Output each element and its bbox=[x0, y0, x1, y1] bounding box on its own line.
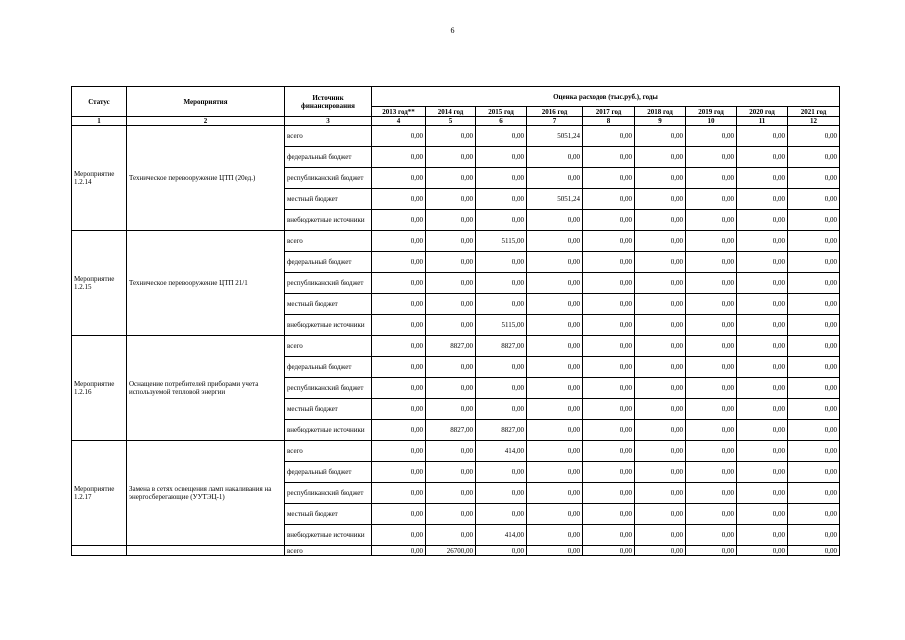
amount-cell: 0,00 bbox=[476, 273, 527, 294]
amount-cell: 0,00 bbox=[583, 504, 635, 525]
amount-cell: 0,00 bbox=[372, 210, 426, 231]
amount-cell: 0,00 bbox=[737, 231, 788, 252]
funding-source: местный бюджет bbox=[285, 399, 372, 420]
amount-cell: 0,00 bbox=[583, 189, 635, 210]
amount-cell: 0,00 bbox=[788, 420, 840, 441]
funding-source: республиканский бюджет bbox=[285, 273, 372, 294]
amount-cell: 0,00 bbox=[372, 441, 426, 462]
amount-cell: 0,00 bbox=[635, 168, 686, 189]
funding-source: местный бюджет bbox=[285, 504, 372, 525]
amount-cell: 0,00 bbox=[583, 294, 635, 315]
amount-cell: 0,00 bbox=[372, 357, 426, 378]
amount-cell: 0,00 bbox=[635, 441, 686, 462]
funding-source: местный бюджет bbox=[285, 189, 372, 210]
amount-cell: 0,00 bbox=[635, 420, 686, 441]
funding-source: всего bbox=[285, 441, 372, 462]
amount-cell: 0,00 bbox=[788, 399, 840, 420]
amount-cell: 0,00 bbox=[686, 147, 737, 168]
funding-source: всего bbox=[285, 546, 372, 556]
amount-cell: 0,00 bbox=[426, 462, 476, 483]
header-year: 2014 год bbox=[426, 107, 476, 117]
amount-cell: 5115,00 bbox=[476, 315, 527, 336]
amount-cell: 0,00 bbox=[476, 546, 527, 556]
amount-cell: 0,00 bbox=[737, 525, 788, 546]
amount-cell: 0,00 bbox=[476, 168, 527, 189]
page-number: 6 bbox=[450, 26, 455, 35]
amount-cell: 0,00 bbox=[426, 504, 476, 525]
amount-cell: 0,00 bbox=[737, 483, 788, 504]
amount-cell: 0,00 bbox=[635, 147, 686, 168]
amount-cell: 5115,00 bbox=[476, 231, 527, 252]
amount-cell: 0,00 bbox=[635, 315, 686, 336]
amount-cell: 0,00 bbox=[527, 147, 583, 168]
amount-cell: 0,00 bbox=[583, 273, 635, 294]
amount-cell: 0,00 bbox=[426, 168, 476, 189]
table-body bbox=[72, 126, 840, 556]
amount-cell: 0,00 bbox=[788, 462, 840, 483]
amount-cell: 0,00 bbox=[527, 315, 583, 336]
header-year: 2013 год** bbox=[372, 107, 426, 117]
amount-cell: 0,00 bbox=[527, 336, 583, 357]
column-number: 8 bbox=[583, 117, 635, 126]
table-row bbox=[72, 546, 840, 556]
funding-source: республиканский бюджет bbox=[285, 483, 372, 504]
amount-cell: 0,00 bbox=[635, 504, 686, 525]
funding-source: федеральный бюджет bbox=[285, 462, 372, 483]
amount-cell: 0,00 bbox=[635, 546, 686, 556]
amount-cell: 0,00 bbox=[372, 252, 426, 273]
header-year: 2016 год bbox=[527, 107, 583, 117]
header-year: 2020 год bbox=[737, 107, 788, 117]
funding-source: внебюджетные источники bbox=[285, 315, 372, 336]
amount-cell: 0,00 bbox=[788, 252, 840, 273]
measure-name bbox=[127, 546, 285, 556]
amount-cell: 0,00 bbox=[426, 357, 476, 378]
amount-cell: 8827,00 bbox=[476, 336, 527, 357]
amount-cell: 0,00 bbox=[527, 462, 583, 483]
amount-cell: 0,00 bbox=[737, 357, 788, 378]
amount-cell: 0,00 bbox=[476, 357, 527, 378]
amount-cell: 0,00 bbox=[372, 546, 426, 556]
amount-cell: 0,00 bbox=[788, 525, 840, 546]
funding-source: внебюджетные источники bbox=[285, 210, 372, 231]
column-number: 4 bbox=[372, 117, 426, 126]
amount-cell: 0,00 bbox=[372, 168, 426, 189]
amount-cell: 0,00 bbox=[583, 357, 635, 378]
amount-cell: 0,00 bbox=[737, 462, 788, 483]
amount-cell: 0,00 bbox=[527, 441, 583, 462]
measure-status: Мероприятие 1.2.15 bbox=[72, 231, 127, 336]
amount-cell: 0,00 bbox=[788, 126, 840, 147]
amount-cell: 0,00 bbox=[476, 399, 527, 420]
amount-cell: 0,00 bbox=[788, 231, 840, 252]
amount-cell: 0,00 bbox=[476, 294, 527, 315]
amount-cell: 0,00 bbox=[372, 294, 426, 315]
amount-cell: 0,00 bbox=[372, 126, 426, 147]
budget-table bbox=[71, 86, 840, 556]
amount-cell: 0,00 bbox=[788, 147, 840, 168]
amount-cell: 0,00 bbox=[426, 126, 476, 147]
amount-cell: 0,00 bbox=[372, 147, 426, 168]
amount-cell: 0,00 bbox=[372, 504, 426, 525]
header-year: 2019 год bbox=[686, 107, 737, 117]
amount-cell: 0,00 bbox=[372, 483, 426, 504]
amount-cell: 0,00 bbox=[737, 294, 788, 315]
header-estimate: Оценка расходов (тыс.руб.), годы bbox=[372, 87, 840, 107]
amount-cell: 0,00 bbox=[737, 441, 788, 462]
amount-cell: 0,00 bbox=[583, 546, 635, 556]
funding-source: внебюджетные источники bbox=[285, 525, 372, 546]
funding-source: федеральный бюджет bbox=[285, 147, 372, 168]
header-year: 2017 год bbox=[583, 107, 635, 117]
amount-cell: 0,00 bbox=[686, 189, 737, 210]
column-number: 11 bbox=[737, 117, 788, 126]
amount-cell: 0,00 bbox=[686, 336, 737, 357]
amount-cell: 0,00 bbox=[788, 504, 840, 525]
amount-cell: 0,00 bbox=[527, 378, 583, 399]
column-number: 2 bbox=[127, 117, 285, 126]
amount-cell: 0,00 bbox=[583, 483, 635, 504]
amount-cell: 0,00 bbox=[686, 399, 737, 420]
amount-cell: 0,00 bbox=[686, 357, 737, 378]
funding-source: всего bbox=[285, 231, 372, 252]
amount-cell: 0,00 bbox=[372, 399, 426, 420]
amount-cell: 26700,00 bbox=[426, 546, 476, 556]
amount-cell: 0,00 bbox=[527, 294, 583, 315]
table-row bbox=[72, 126, 840, 147]
amount-cell: 0,00 bbox=[583, 525, 635, 546]
amount-cell: 0,00 bbox=[372, 315, 426, 336]
column-number: 10 bbox=[686, 117, 737, 126]
amount-cell: 0,00 bbox=[583, 126, 635, 147]
amount-cell: 0,00 bbox=[527, 252, 583, 273]
measure-name: Техническое перевооружение ЦТП (20ед.) bbox=[127, 126, 285, 231]
column-number: 1 bbox=[72, 117, 127, 126]
amount-cell: 0,00 bbox=[583, 420, 635, 441]
amount-cell: 0,00 bbox=[583, 378, 635, 399]
amount-cell: 0,00 bbox=[686, 294, 737, 315]
header-year: 2018 год bbox=[635, 107, 686, 117]
amount-cell: 8827,00 bbox=[426, 336, 476, 357]
amount-cell: 0,00 bbox=[527, 483, 583, 504]
amount-cell: 0,00 bbox=[686, 252, 737, 273]
amount-cell: 0,00 bbox=[788, 189, 840, 210]
amount-cell: 0,00 bbox=[737, 273, 788, 294]
amount-cell: 0,00 bbox=[583, 210, 635, 231]
amount-cell: 0,00 bbox=[476, 462, 527, 483]
amount-cell: 0,00 bbox=[426, 399, 476, 420]
amount-cell: 0,00 bbox=[686, 378, 737, 399]
amount-cell: 0,00 bbox=[527, 168, 583, 189]
amount-cell: 0,00 bbox=[635, 462, 686, 483]
amount-cell: 0,00 bbox=[635, 483, 686, 504]
amount-cell: 0,00 bbox=[635, 126, 686, 147]
amount-cell: 0,00 bbox=[686, 126, 737, 147]
amount-cell: 0,00 bbox=[737, 378, 788, 399]
amount-cell: 5051,24 bbox=[527, 189, 583, 210]
amount-cell: 0,00 bbox=[737, 504, 788, 525]
header-event: Мероприятия bbox=[127, 87, 285, 117]
measure-name: Замена в сетях освещения ламп накаливания на энергосберегающие (УУТЭЦ-1) bbox=[127, 441, 285, 546]
amount-cell: 0,00 bbox=[737, 126, 788, 147]
header-status: Статус bbox=[72, 87, 127, 117]
amount-cell: 0,00 bbox=[635, 378, 686, 399]
funding-source: республиканский бюджет bbox=[285, 168, 372, 189]
amount-cell: 0,00 bbox=[372, 462, 426, 483]
amount-cell: 0,00 bbox=[426, 441, 476, 462]
amount-cell: 0,00 bbox=[476, 147, 527, 168]
column-number: 6 bbox=[476, 117, 527, 126]
amount-cell: 8827,00 bbox=[426, 420, 476, 441]
amount-cell: 0,00 bbox=[426, 525, 476, 546]
amount-cell: 0,00 bbox=[476, 210, 527, 231]
amount-cell: 0,00 bbox=[583, 441, 635, 462]
column-number: 5 bbox=[426, 117, 476, 126]
amount-cell: 0,00 bbox=[476, 378, 527, 399]
amount-cell: 0,00 bbox=[372, 273, 426, 294]
amount-cell: 0,00 bbox=[426, 189, 476, 210]
amount-cell: 0,00 bbox=[737, 399, 788, 420]
amount-cell: 0,00 bbox=[737, 420, 788, 441]
amount-cell: 5051,24 bbox=[527, 126, 583, 147]
amount-cell: 0,00 bbox=[635, 210, 686, 231]
amount-cell: 0,00 bbox=[737, 147, 788, 168]
amount-cell: 0,00 bbox=[527, 525, 583, 546]
funding-source: местный бюджет bbox=[285, 294, 372, 315]
measure-name: Оснащение потребителей приборами учета используемой тепловой энергии bbox=[127, 336, 285, 441]
amount-cell: 0,00 bbox=[686, 462, 737, 483]
amount-cell: 0,00 bbox=[635, 294, 686, 315]
amount-cell: 0,00 bbox=[788, 273, 840, 294]
funding-source: всего bbox=[285, 336, 372, 357]
measure-name: Техническое перевооружение ЦТП 21/1 bbox=[127, 231, 285, 336]
amount-cell: 0,00 bbox=[788, 294, 840, 315]
amount-cell: 0,00 bbox=[476, 252, 527, 273]
amount-cell: 0,00 bbox=[476, 483, 527, 504]
amount-cell: 0,00 bbox=[788, 168, 840, 189]
amount-cell: 0,00 bbox=[476, 504, 527, 525]
amount-cell: 0,00 bbox=[788, 546, 840, 556]
amount-cell: 0,00 bbox=[426, 273, 476, 294]
amount-cell: 0,00 bbox=[737, 189, 788, 210]
amount-cell: 0,00 bbox=[372, 336, 426, 357]
amount-cell: 0,00 bbox=[583, 399, 635, 420]
amount-cell: 0,00 bbox=[583, 252, 635, 273]
amount-cell: 0,00 bbox=[737, 315, 788, 336]
amount-cell: 0,00 bbox=[527, 273, 583, 294]
amount-cell: 0,00 bbox=[426, 252, 476, 273]
amount-cell: 414,00 bbox=[476, 525, 527, 546]
funding-source: федеральный бюджет bbox=[285, 252, 372, 273]
amount-cell: 0,00 bbox=[686, 273, 737, 294]
amount-cell: 0,00 bbox=[583, 168, 635, 189]
amount-cell: 0,00 bbox=[737, 210, 788, 231]
amount-cell: 0,00 bbox=[426, 294, 476, 315]
amount-cell: 0,00 bbox=[635, 336, 686, 357]
measure-status bbox=[72, 546, 127, 556]
amount-cell: 0,00 bbox=[583, 462, 635, 483]
amount-cell: 0,00 bbox=[583, 315, 635, 336]
column-number: 12 bbox=[788, 117, 840, 126]
amount-cell: 0,00 bbox=[635, 273, 686, 294]
amount-cell: 0,00 bbox=[788, 210, 840, 231]
column-number: 9 bbox=[635, 117, 686, 126]
amount-cell: 414,00 bbox=[476, 441, 527, 462]
amount-cell: 0,00 bbox=[527, 357, 583, 378]
amount-cell: 0,00 bbox=[635, 357, 686, 378]
column-number: 7 bbox=[527, 117, 583, 126]
amount-cell: 0,00 bbox=[527, 399, 583, 420]
amount-cell: 0,00 bbox=[635, 525, 686, 546]
amount-cell: 0,00 bbox=[476, 126, 527, 147]
amount-cell: 0,00 bbox=[635, 231, 686, 252]
amount-cell: 0,00 bbox=[737, 546, 788, 556]
amount-cell: 0,00 bbox=[372, 231, 426, 252]
amount-cell: 0,00 bbox=[788, 441, 840, 462]
amount-cell: 0,00 bbox=[686, 210, 737, 231]
amount-cell: 0,00 bbox=[527, 546, 583, 556]
amount-cell: 8827,00 bbox=[476, 420, 527, 441]
amount-cell: 0,00 bbox=[426, 315, 476, 336]
amount-cell: 0,00 bbox=[686, 168, 737, 189]
amount-cell: 0,00 bbox=[686, 315, 737, 336]
amount-cell: 0,00 bbox=[788, 378, 840, 399]
amount-cell: 0,00 bbox=[583, 231, 635, 252]
amount-cell: 0,00 bbox=[686, 231, 737, 252]
funding-source: республиканский бюджет bbox=[285, 378, 372, 399]
amount-cell: 0,00 bbox=[686, 546, 737, 556]
amount-cell: 0,00 bbox=[635, 189, 686, 210]
amount-cell: 0,00 bbox=[788, 336, 840, 357]
amount-cell: 0,00 bbox=[426, 210, 476, 231]
amount-cell: 0,00 bbox=[788, 315, 840, 336]
amount-cell: 0,00 bbox=[372, 378, 426, 399]
amount-cell: 0,00 bbox=[476, 189, 527, 210]
table-row bbox=[72, 336, 840, 357]
header-year: 2015 год bbox=[476, 107, 527, 117]
measure-status: Мероприятие 1.2.17 bbox=[72, 441, 127, 546]
amount-cell: 0,00 bbox=[635, 399, 686, 420]
amount-cell: 0,00 bbox=[527, 210, 583, 231]
amount-cell: 0,00 bbox=[686, 483, 737, 504]
table-row bbox=[72, 441, 840, 462]
measure-status: Мероприятие 1.2.14 bbox=[72, 126, 127, 231]
amount-cell: 0,00 bbox=[583, 336, 635, 357]
amount-cell: 0,00 bbox=[372, 420, 426, 441]
amount-cell: 0,00 bbox=[426, 483, 476, 504]
amount-cell: 0,00 bbox=[686, 441, 737, 462]
amount-cell: 0,00 bbox=[788, 483, 840, 504]
amount-cell: 0,00 bbox=[372, 189, 426, 210]
amount-cell: 0,00 bbox=[583, 147, 635, 168]
header-year: 2021 год bbox=[788, 107, 840, 117]
amount-cell: 0,00 bbox=[737, 168, 788, 189]
amount-cell: 0,00 bbox=[426, 147, 476, 168]
funding-source: внебюджетные источники bbox=[285, 420, 372, 441]
funding-source: федеральный бюджет bbox=[285, 357, 372, 378]
amount-cell: 0,00 bbox=[635, 252, 686, 273]
column-number: 3 bbox=[285, 117, 372, 126]
amount-cell: 0,00 bbox=[686, 420, 737, 441]
header-source: Источник финансирования bbox=[285, 87, 372, 117]
amount-cell: 0,00 bbox=[426, 378, 476, 399]
amount-cell: 0,00 bbox=[686, 504, 737, 525]
amount-cell: 0,00 bbox=[527, 504, 583, 525]
amount-cell: 0,00 bbox=[686, 525, 737, 546]
funding-source: всего bbox=[285, 126, 372, 147]
table-row bbox=[72, 231, 840, 252]
amount-cell: 0,00 bbox=[426, 231, 476, 252]
measure-status: Мероприятие 1.2.16 bbox=[72, 336, 127, 441]
amount-cell: 0,00 bbox=[527, 420, 583, 441]
table-header bbox=[72, 87, 840, 126]
amount-cell: 0,00 bbox=[788, 357, 840, 378]
amount-cell: 0,00 bbox=[527, 231, 583, 252]
amount-cell: 0,00 bbox=[737, 252, 788, 273]
amount-cell: 0,00 bbox=[372, 525, 426, 546]
amount-cell: 0,00 bbox=[737, 336, 788, 357]
